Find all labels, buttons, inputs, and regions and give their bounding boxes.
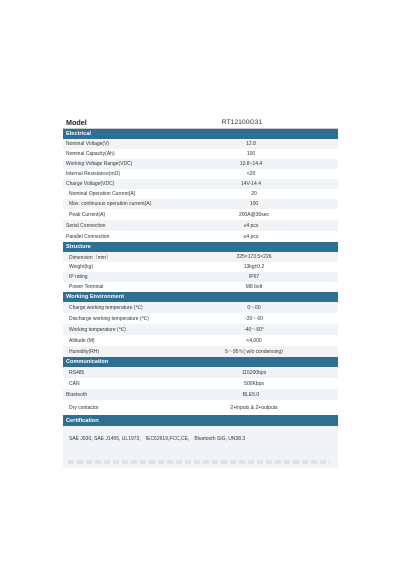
spec-label: Dry contactor xyxy=(69,404,99,411)
spec-value: 100 xyxy=(249,201,259,207)
spec-row xyxy=(63,169,338,179)
spec-value: 10.8~14.4 xyxy=(239,161,263,167)
section-header-communication: Communication xyxy=(63,357,338,367)
spec-row xyxy=(63,367,338,378)
spec-value: 115200bps xyxy=(241,369,267,376)
spec-row xyxy=(63,189,338,199)
spec-value: 13kg±0.2 xyxy=(243,264,265,270)
spec-row xyxy=(63,209,338,220)
spec-row xyxy=(63,335,338,346)
spec-row xyxy=(63,378,338,389)
spec-value: M8 bolt xyxy=(245,284,263,290)
model-label: Model xyxy=(66,118,87,127)
section-header-electrical: Electrical xyxy=(63,129,338,139)
spec-label: Charge Voltage(VDC) xyxy=(66,181,115,187)
spec-label: Nominal Voltage(V) xyxy=(66,141,110,147)
spec-value: IP67 xyxy=(248,274,260,280)
spec-row xyxy=(63,346,338,357)
spec-label: Power Terminal xyxy=(69,284,104,290)
spec-row xyxy=(63,252,338,262)
spec-label: Nominal Operation Current(A) xyxy=(69,191,136,197)
spec-row xyxy=(63,179,338,189)
spec-value: 200A@30sec xyxy=(238,211,270,218)
spec-label: CAN xyxy=(69,380,80,387)
spec-row xyxy=(63,149,338,159)
spec-value: 2+inputs & 2+outputs xyxy=(230,404,278,411)
spec-label: Max. continuous operation current(A) xyxy=(69,201,152,207)
spec-value: BLE5.0 xyxy=(242,391,260,398)
spec-label: Nominal Capacity(Ah) xyxy=(66,151,115,157)
model-row xyxy=(63,117,338,129)
spec-row xyxy=(63,313,338,324)
spec-row xyxy=(63,324,338,335)
spec-value: <20 xyxy=(246,171,256,177)
spec-row xyxy=(63,139,338,149)
spec-label: Bluetooth xyxy=(66,391,88,398)
spec-row xyxy=(63,199,338,209)
blurred-text-line xyxy=(68,460,330,464)
spec-row xyxy=(63,302,338,313)
section-header-certification: Certification xyxy=(63,415,338,426)
spec-value: <4,000 xyxy=(246,337,262,344)
spec-value: 500Kbps xyxy=(244,380,264,387)
certification-list: SAE J930, SAE J1455, UL1973， IEC62619,FCC,CE， Bluetooth SIG, UN38.3 xyxy=(69,436,246,442)
spec-value: 14V-14.4 xyxy=(240,181,262,187)
spec-row xyxy=(63,282,338,292)
model-value: RT12100G31 xyxy=(221,119,263,126)
spec-label: Parallel Connection xyxy=(66,233,110,240)
spec-label: Altitude (M) xyxy=(69,337,95,344)
spec-label: RS485 xyxy=(69,369,85,376)
spec-row xyxy=(63,262,338,272)
spec-row xyxy=(63,220,338,231)
spec-value: -40～60° xyxy=(244,327,264,333)
spec-sheet xyxy=(63,117,338,468)
spec-value: -20～60 xyxy=(245,316,263,322)
spec-label: Dimension（mm） xyxy=(69,254,111,261)
spec-label: Internal Resistance(mΩ) xyxy=(66,171,121,177)
spec-label: Working Voltage Range(VDC) xyxy=(66,161,133,167)
spec-value: 325×173.5×226 xyxy=(236,254,272,260)
spec-label: Serial Connection xyxy=(66,222,106,229)
spec-label: Peak Current(A) xyxy=(69,211,106,218)
spec-value: 5～95％( w/o condensing) xyxy=(225,349,283,355)
section-header-structure: Structure xyxy=(63,242,338,252)
spec-value: ≤4 pcs xyxy=(243,222,259,229)
spec-label: Weight(kg) xyxy=(69,264,94,270)
spec-row xyxy=(63,400,338,415)
spec-label: Humidity(RH) xyxy=(69,348,99,355)
spec-value: 0～60 xyxy=(247,305,261,311)
spec-row xyxy=(63,159,338,169)
spec-row xyxy=(63,272,338,282)
section-header-working-environment: Working Environment xyxy=(63,292,338,302)
spec-value: 20 xyxy=(251,191,257,197)
spec-label: Discharge working temperature (℃) xyxy=(69,315,149,322)
spec-value: 12.8 xyxy=(246,141,256,147)
spec-row xyxy=(63,389,338,400)
certification-body xyxy=(63,426,338,468)
spec-row xyxy=(63,231,338,242)
spec-label: Charge working temperature (℃) xyxy=(69,304,143,311)
spec-value: ≤4 pcs xyxy=(243,233,259,240)
spec-value: 100 xyxy=(246,151,256,157)
spec-label: Working temperature (℃) xyxy=(69,326,126,333)
spec-label: IP rating xyxy=(69,274,88,280)
